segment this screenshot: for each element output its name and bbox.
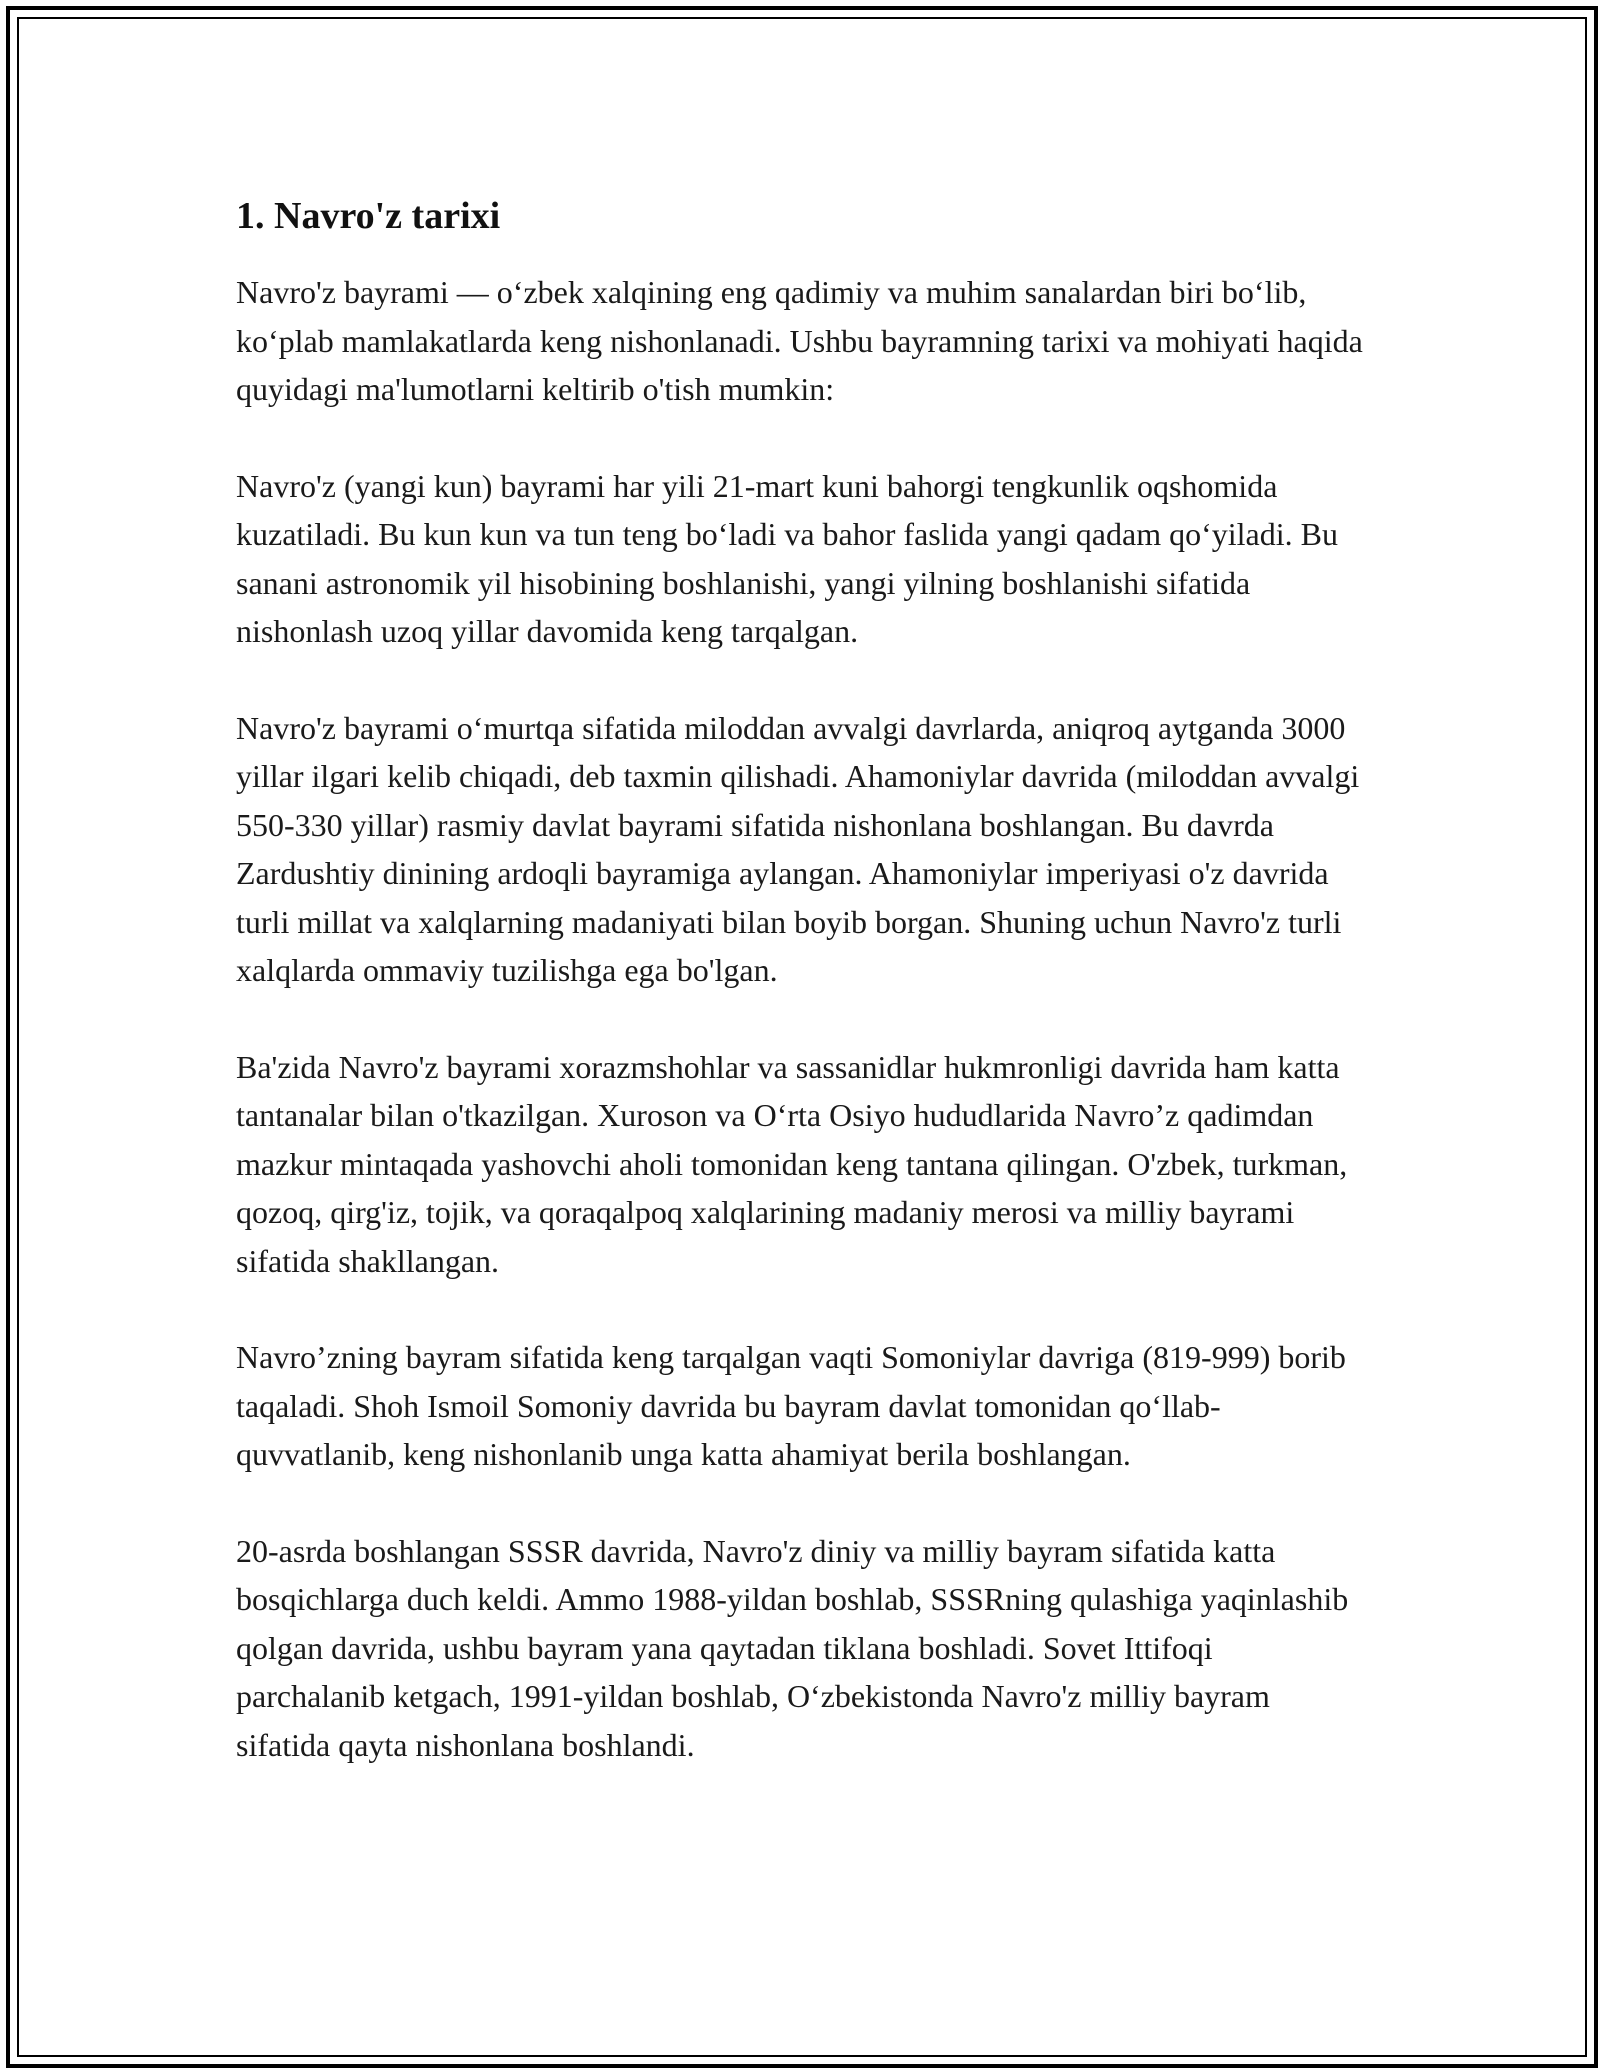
paragraph-intro: Navro'z bayrami — o‘zbek xalqining eng qadimiy va muhim sanalardan biri bo‘lib, ko‘plab mamlakatlarda keng nishonlanadi. Ushbu bayramning tarixi va mohiyati haqida quyidagi ma'lumotlarni keltirib o'tish mumkin: bbox=[236, 274, 1363, 407]
paragraph-regions: Ba'zida Navro'z bayrami xorazmshohlar va sassanidlar hukmronligi davrida ham katta tantanalar bilan o'tkazilgan. Xuroson va O‘rta Osiyo hududlarida Navro’z qadimdan mazkur mintaqada yashovchi aholi tomonidan keng tantana qilingan. O'zbek, turkman, qozoq, qirg'iz, tojik, va qoraqalpoq xalqlarining madaniy merosi va milliy bayrami sifatida shakllangan. bbox=[236, 1048, 1348, 1279]
paragraph-somonids: Navro’zning bayram sifatida keng tarqalgan vaqti Somoniylar davriga (819-999) borib taqaladi. Shoh Ismoil Somoniy davrida bu bayram davlat tomonidan qo‘llab-quvvatlanib, keng nishonlanib unga katta ahamiyat berila boshlangan. bbox=[236, 1339, 1346, 1472]
paragraph-ussr: 20-asrda boshlangan SSSR davrida, Navro'z diniy va milliy bayram sifatida katta bosqichlarga duch keldi. Ammo 1988-yildan boshlab, SSSRning qulashiga yaqinlashib qolgan davrida, ushbu bayram yana qaytadan tiklana boshladi. Sovet Ittifoqi parchalanib ketgach, 1991-yildan boshlab, O‘zbekistonda Navro'z milliy bayram sifatida qayta nishonlana boshlandi. bbox=[236, 1532, 1349, 1763]
paragraph-date: Navro'z (yangi kun) bayrami har yili 21-mart kuni bahorgi tengkunlik oqshomida kuzatiladi. Bu kun kun va tun teng bo‘ladi va bahor faslida yangi qadam qo‘yiladi. Bu sanani astronomik yil hisobining boshlanishi, yangi yilning boshlanishi sifatida nishonlash uzoq yillar davomida keng tarqalgan. bbox=[236, 467, 1338, 649]
document-body bbox=[236, 188, 1366, 1817]
section-title: 1. Navro'z tarixi bbox=[236, 195, 501, 237]
paragraph-origins: Navro'z bayrami o‘murtqa sifatida miloddan avvalgi davrlarda, aniqroq aytganda 3000 yillar ilgari kelib chiqadi, deb taxmin qilishadi. Ahamoniylar davrida (miloddan avvalgi 550-330 yillar) rasmiy davlat bayrami sifatida nishonlana boshlangan. Bu davrda Zardushtiy dinining ardoqli bayramiga aylangan. Ahamoniylar imperiyasi o'z davrida turli millat va xalqlarning madaniyati bilan boyib borgan. Shuning uchun Navro'z turli xalqlarda ommaviy tuzilishga ega bo'lgan. bbox=[236, 709, 1360, 988]
